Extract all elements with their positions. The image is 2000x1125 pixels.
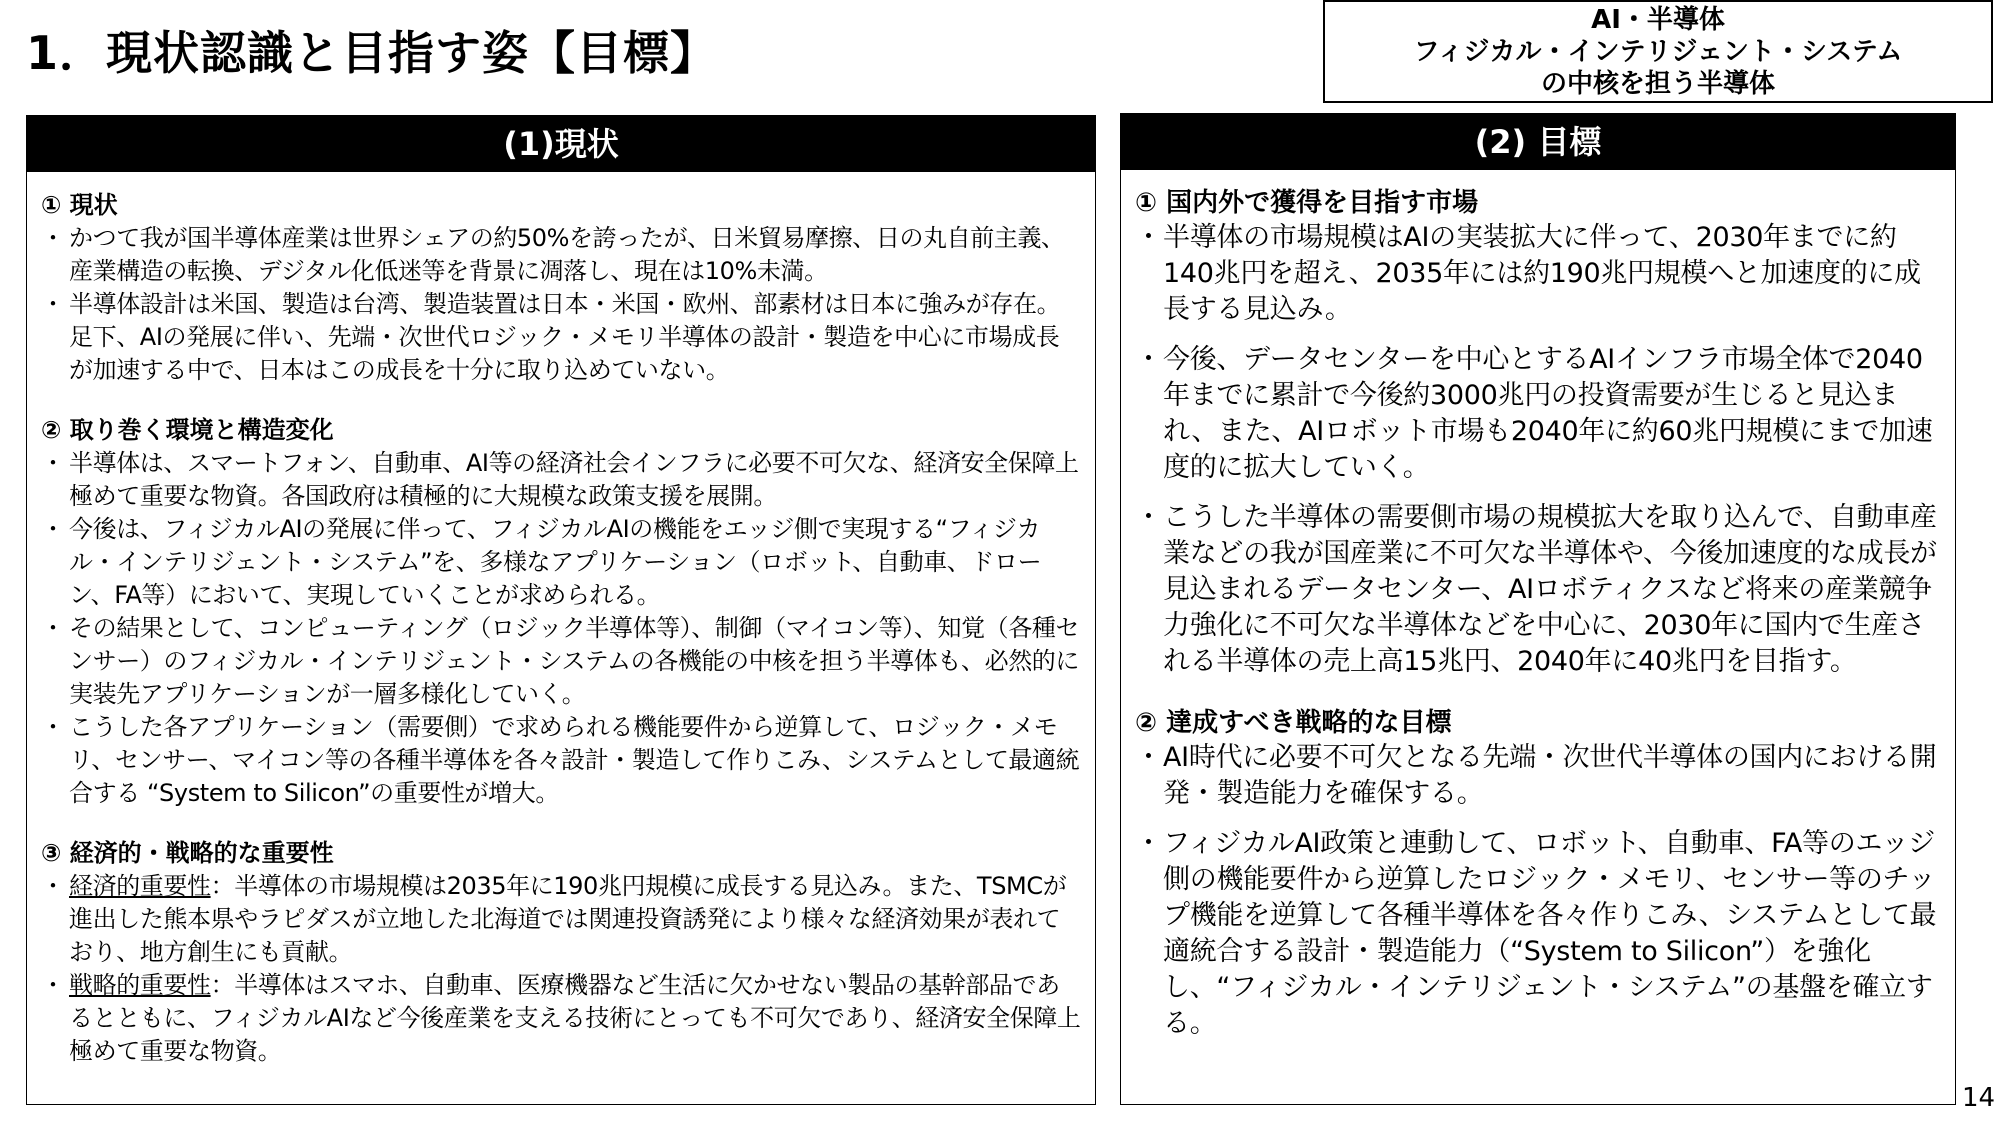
page-number: 14 [1962,1083,1996,1113]
bullet-list [41,870,1081,1068]
section-target-market [1135,186,1941,680]
section-heading: ② 取り巻く環境と構造変化 [41,416,334,444]
tag-line: フィジカル・インテリジェント・システム [1413,36,1903,67]
bullet-item: ・ 今後は、フィジカルAIの発展に伴って、フィジカルAIの機能をエッジ側で実現する“フィジカル・インテリジェント・システム”を、多様なアプリケーション（ロボット、自動車、ドローン、FA等）において、実現していくことが求められる。 [41,513,1081,612]
section-heading: ① 現状 [41,191,118,219]
bullet-item: ・ かつて我が国半導体産業は世界シェアの約50%を誇ったが、日米貿易摩擦、日の丸自前主義、産業構造の転換、デジタル化低迷等を背景に凋落し、現在は10%未満。 [41,222,1081,288]
section-heading: ② 達成すべき戦略的な目標 [1135,708,1452,738]
bullet-list [1135,220,1941,680]
goals-panel [1120,113,1956,1105]
bullet-item: ・ その結果として、コンピューティング（ロジック半導体等）、制御（マイコン等）、知覚（各種センサー）のフィジカル・インテリジェント・システムの各機能の中核を担う半導体も、必然的に実装先アプリケーションが一層多様化していく。 [41,612,1081,711]
tag-line: の中核を担う半導体 [1540,68,1775,99]
section-heading: ① 国内外で獲得を目指す市場 [1135,188,1479,218]
section-environment [41,413,1081,810]
bullet-text: ：半導体の市場規模は2035年に190兆円規模に成長する見込み。また、TSMCが進出した熊本県やラピダスが立地した北海道では関連投資誘発により様々な経済効果が表れており、地方創生にも貢献。 [69,872,1067,966]
bullet-item: ・ こうした半導体の需要側市場の規模拡大を取り込んで、自動車産業などの我が国産業に不可欠な半導体や、今後加速度的な成長が見込まれるデータセンター、AIロボティクスなど将来の産業競争力強化に不可欠な半導体などを中心に、2030年に国内で生産される半導体の売上高15兆円、2040年に40兆円を目指す。 [1135,500,1941,680]
bullet-text: ：半導体はスマホ、自動車、医療機器など生活に欠かせない製品の基幹部品であるとともに、フィジカルAIなど今後産業を支える技術にとっても不可欠であり、経済安全保障上極めて重要な物資。 [69,971,1081,1065]
bullet-item: ・ こうした各アプリケーション（需要側）で求められる機能要件から逆算して、ロジック・メモリ、センサー、マイコン等の各種半導体を各々設計・製造して作りこみ、システムとして最適統合する “System to Silicon”の重要性が増大。 [41,711,1081,810]
bullet-label: 経済的重要性 [69,872,211,900]
bullet-item: ・ 半導体設計は米国、製造は台湾、製造装置は日本・米国・欧州、部素材は日本に強みが存在。足下、AIの発展に伴い、先端・次世代ロジック・メモリ半導体の設計・製造を中心に市場成長が加速する中で、日本はこの成長を十分に取り込めていない。 [41,288,1081,387]
bullet-list [41,447,1081,810]
page-title: 1．現状認識と目指す姿【目標】 [26,26,718,80]
bullet-list [41,222,1081,387]
bullet-item: ・ フィジカルAI政策と連動して、ロボット、自動車、FA等のエッジ側の機能要件から逆算したロジック・メモリ、センサー等のチップ機能を逆算して各種半導体を各々作りこみ、システムとして最適統合する設計・製造能力（“System to Silicon”）を強化し、“フィジカル・インテリジェント・システム”の基盤を確立する。 [1135,826,1941,1042]
bullet-label: 戦略的重要性 [69,971,211,999]
bullet-item [41,870,1081,969]
panel-header-goals: (2) 目標 [1121,114,1955,170]
section-heading: ③ 経済的・戦略的な重要性 [41,839,334,867]
panel-body [27,172,1095,1068]
theme-tag-box [1323,0,1993,103]
tag-line: AI・半導体 [1591,4,1725,35]
panel-body [1121,170,1955,1042]
section-strategic-goals [1135,706,1941,1042]
panel-header-current: (1)現状 [27,116,1095,172]
bullet-item: ・ 今後、データセンターを中心とするAIインフラ市場全体で2040年までに累計で今後約3000兆円の投資需要が生じると見込まれ、また、AIロボット市場も2040年に約60兆円規模にまで加速度的に拡大していく。 [1135,342,1941,486]
bullet-list [1135,740,1941,1042]
bullet-item: ・ 半導体の市場規模はAIの実装拡大に伴って、2030年までに約140兆円を超え、2035年には約190兆円規模へと加速度的に成長する見込み。 [1135,220,1941,328]
bullet-item [41,969,1081,1068]
bullet-item: ・ 半導体は、スマートフォン、自動車、AI等の経済社会インフラに必要不可欠な、経済安全保障上極めて重要な物資。各国政府は積極的に大規模な政策支援を展開。 [41,447,1081,513]
current-status-panel [26,115,1096,1105]
section-importance [41,836,1081,1068]
bullet-item: ・ AI時代に必要不可欠となる先端・次世代半導体の国内における開発・製造能力を確保する。 [1135,740,1941,812]
section-current [41,188,1081,387]
